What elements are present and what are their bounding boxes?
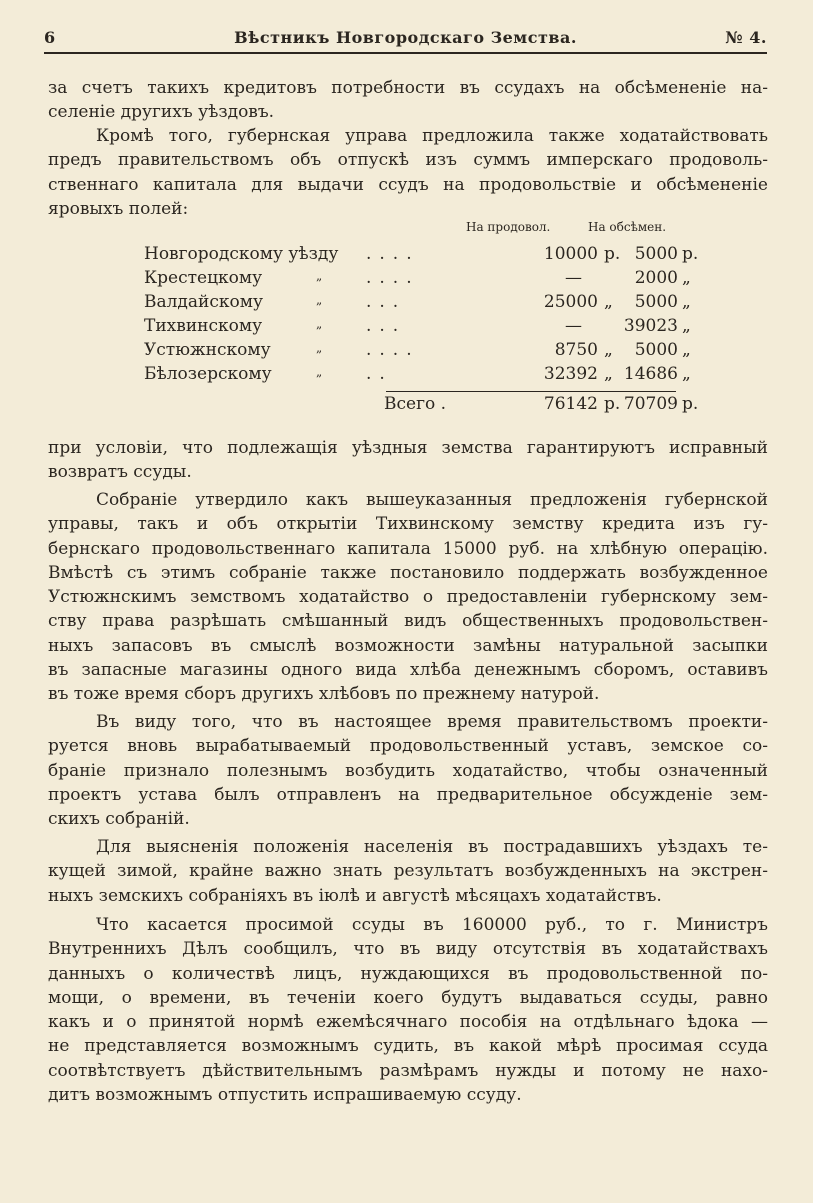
ditto-mark: „ — [316, 317, 323, 331]
text-line: проектъ устава былъ отправленъ на предварительное обсужденіе зем- — [48, 784, 768, 805]
paragraph-intro — [48, 124, 768, 197]
journal-title: Вѣстникъ Новгородскаго Земства. — [234, 28, 577, 47]
seed-amount: 5000 — [634, 292, 678, 312]
paragraph-condition — [48, 436, 768, 460]
seed-total-unit: р. — [682, 394, 699, 414]
page-header — [44, 26, 767, 54]
text-line: бернскаго продовольственнаго капитала 15000 руб. на хлѣбную операцію. — [48, 538, 768, 559]
text-line: при условіи, что подлежащія уѣздныя земства гарантируютъ исправный — [48, 438, 768, 458]
seed-amount: 14686 — [623, 364, 678, 384]
paragraph-food-statute-end — [48, 807, 768, 831]
seed-unit: „ — [682, 340, 691, 360]
text-line: Внутреннихъ Дѣлъ сообщилъ, что въ виду отсутствія въ ходатайствахъ — [48, 939, 768, 960]
text-line: не представляется возможнымъ судить, въ какой мѣрѣ просимая ссуда — [48, 1036, 768, 1057]
ditto-mark: „ — [316, 293, 323, 307]
text-line: дитъ возможнымъ отпустить испрашиваемую ссуду. — [48, 1085, 522, 1105]
table-total-row — [48, 394, 768, 418]
paragraph-affected-districts — [48, 835, 768, 884]
text-line: яровыхъ полей: — [48, 199, 189, 219]
paragraph-minister-reply — [48, 913, 768, 1083]
district-name: Крестецкому — [144, 268, 263, 288]
food-total-unit: р. — [604, 394, 621, 414]
text-line: данныхъ о количествѣ лицъ, нуждающихся въ продовольственной по- — [48, 963, 768, 984]
text-line: Собраніе утвердило какъ вышеуказанныя предложенія губернской — [96, 490, 768, 510]
text-line: въ запасные магазины одного вида хлѣба денежнымъ сборомъ, оставивъ — [48, 660, 768, 681]
food-amount: 25000 — [543, 292, 598, 312]
seed-total: 70709 — [623, 394, 678, 414]
food-amount: 8750 — [554, 340, 598, 360]
seed-amount: 2000 — [634, 268, 678, 288]
district-name: Устюжнскому — [144, 340, 271, 360]
seed-unit: р. — [682, 244, 699, 264]
paragraph-condition-end — [48, 460, 768, 484]
district-name: Бѣлозерскому — [144, 364, 272, 384]
seed-amount: 5000 — [634, 244, 678, 264]
text-line: ныхъ земскихъ собраніяхъ въ іюлѣ и августѣ мѣсяцахъ ходатайствъ. — [48, 886, 662, 906]
district-name: Тихвинскому — [144, 316, 263, 336]
food-unit: р. — [604, 244, 621, 264]
page-number: 6 — [44, 28, 56, 47]
text-line: возвратъ ссуды. — [48, 462, 192, 482]
text-line: Кромѣ того, губернская управа предложила также ходатайствовать — [96, 126, 768, 146]
district-name: Валдайскому — [144, 292, 263, 312]
text-line: предъ правительствомъ объ отпускѣ изъ суммъ имперскаго продоволь- — [48, 150, 768, 171]
text-line: Что касается просимой ссуды въ 160000 руб., то г. Министръ — [96, 915, 768, 935]
ditto-mark: „ — [316, 365, 323, 379]
paragraph-continuation — [48, 76, 768, 100]
table-row — [48, 292, 768, 316]
table-row — [48, 244, 768, 268]
seed-unit: „ — [682, 292, 691, 312]
text-line: ныхъ запасовъ въ смыслѣ возможности замѣны натуральной засыпки — [48, 635, 768, 656]
text-line: браніе признало полезнымъ возбудить ходатайство, чтобы означенный — [48, 760, 768, 781]
text-line: въ тоже время сборъ другихъ хлѣбовъ по прежнему натурой. — [48, 684, 600, 704]
food-unit: „ — [604, 340, 613, 360]
text-line: кущей зимой, крайне важно знать результатъ возбужденныхъ на экстрен- — [48, 861, 768, 882]
seed-unit: „ — [682, 364, 691, 384]
seed-amount: 39023 — [623, 316, 678, 336]
leader-dots: .... — [366, 244, 420, 264]
paragraph-food-statute — [48, 710, 768, 807]
seed-amount: 5000 — [634, 340, 678, 360]
text-line: управы, такъ и объ открытіи Тихвинскому земству кредита изъ гу- — [48, 514, 768, 535]
paragraph-assembly-decision — [48, 488, 768, 682]
text-line: ству права разрѣшать смѣшанный видъ общественныхъ продовольствен- — [48, 611, 768, 632]
text-line: скихъ собраній. — [48, 809, 190, 829]
food-unit: „ — [604, 364, 613, 384]
loan-table — [48, 220, 768, 420]
district-name: Новгородскому уѣзду — [144, 244, 339, 264]
paragraph-minister-reply-end — [48, 1083, 768, 1107]
table-row — [48, 268, 768, 292]
food-amount: — — [565, 268, 582, 288]
ditto-mark: „ — [316, 341, 323, 355]
text-line: руется вновь вырабатываемый продовольственный уставъ, земское со- — [48, 736, 768, 757]
leader-dots: ... — [366, 316, 407, 336]
leader-dots: ... — [366, 292, 407, 312]
ditto-mark: „ — [316, 269, 323, 283]
food-total: 76142 — [543, 394, 598, 414]
text-line: мощи, о времени, въ теченіи коего будутъ выдаваться ссуды, равно — [48, 987, 768, 1008]
text-line: Въ виду того, что въ настоящее время правительствомъ проекти- — [96, 712, 768, 732]
food-unit: „ — [604, 292, 613, 312]
total-label: Всего . — [384, 394, 447, 414]
table-row — [48, 340, 768, 364]
issue-number: № 4. — [725, 28, 767, 47]
text-line: соотвѣтствуетъ дѣйствительнымъ размѣрамъ нужды и потому не нахо- — [48, 1060, 768, 1081]
leader-dots: .. — [366, 364, 393, 384]
column-header-seed: На обсѣмен. — [588, 220, 667, 234]
text-line: Для выясненія положенія населенія въ пострадавшихъ уѣздахъ те- — [96, 837, 768, 857]
paragraph-intro-end — [48, 197, 768, 221]
food-amount: 10000 — [543, 244, 598, 264]
text-line: Вмѣстѣ съ этимъ собраніе также постановило поддержать возбужденное — [48, 562, 768, 583]
text-line: какъ и о принятой нормѣ ежемѣсячнаго пособія на отдѣльнаго ѣдока — — [48, 1012, 768, 1033]
paragraph-continuation-end — [48, 100, 768, 124]
leader-dots: .... — [366, 340, 420, 360]
leader-dots: .... — [366, 268, 420, 288]
text-line: селеніе другихъ уѣздовъ. — [48, 102, 275, 122]
table-row — [48, 316, 768, 340]
food-amount: — — [565, 316, 582, 336]
food-amount: 32392 — [543, 364, 598, 384]
text-line: Устюжнскимъ земствомъ ходатайство о предоставленіи губернскому зем- — [48, 587, 768, 608]
seed-unit: „ — [682, 316, 691, 336]
total-rule — [386, 391, 676, 392]
text-line: ственнаго капитала для выдачи ссудъ на продовольствіе и обсѣмененіе — [48, 174, 768, 195]
text-line: за счетъ такихъ кредитовъ потребности въ ссудахъ на обсѣмененіе на- — [48, 78, 768, 98]
column-header-food: На продовол. — [466, 220, 551, 234]
seed-unit: „ — [682, 268, 691, 288]
table-row — [48, 364, 768, 388]
paragraph-assembly-decision-end — [48, 682, 768, 706]
paragraph-affected-districts-end — [48, 884, 768, 908]
